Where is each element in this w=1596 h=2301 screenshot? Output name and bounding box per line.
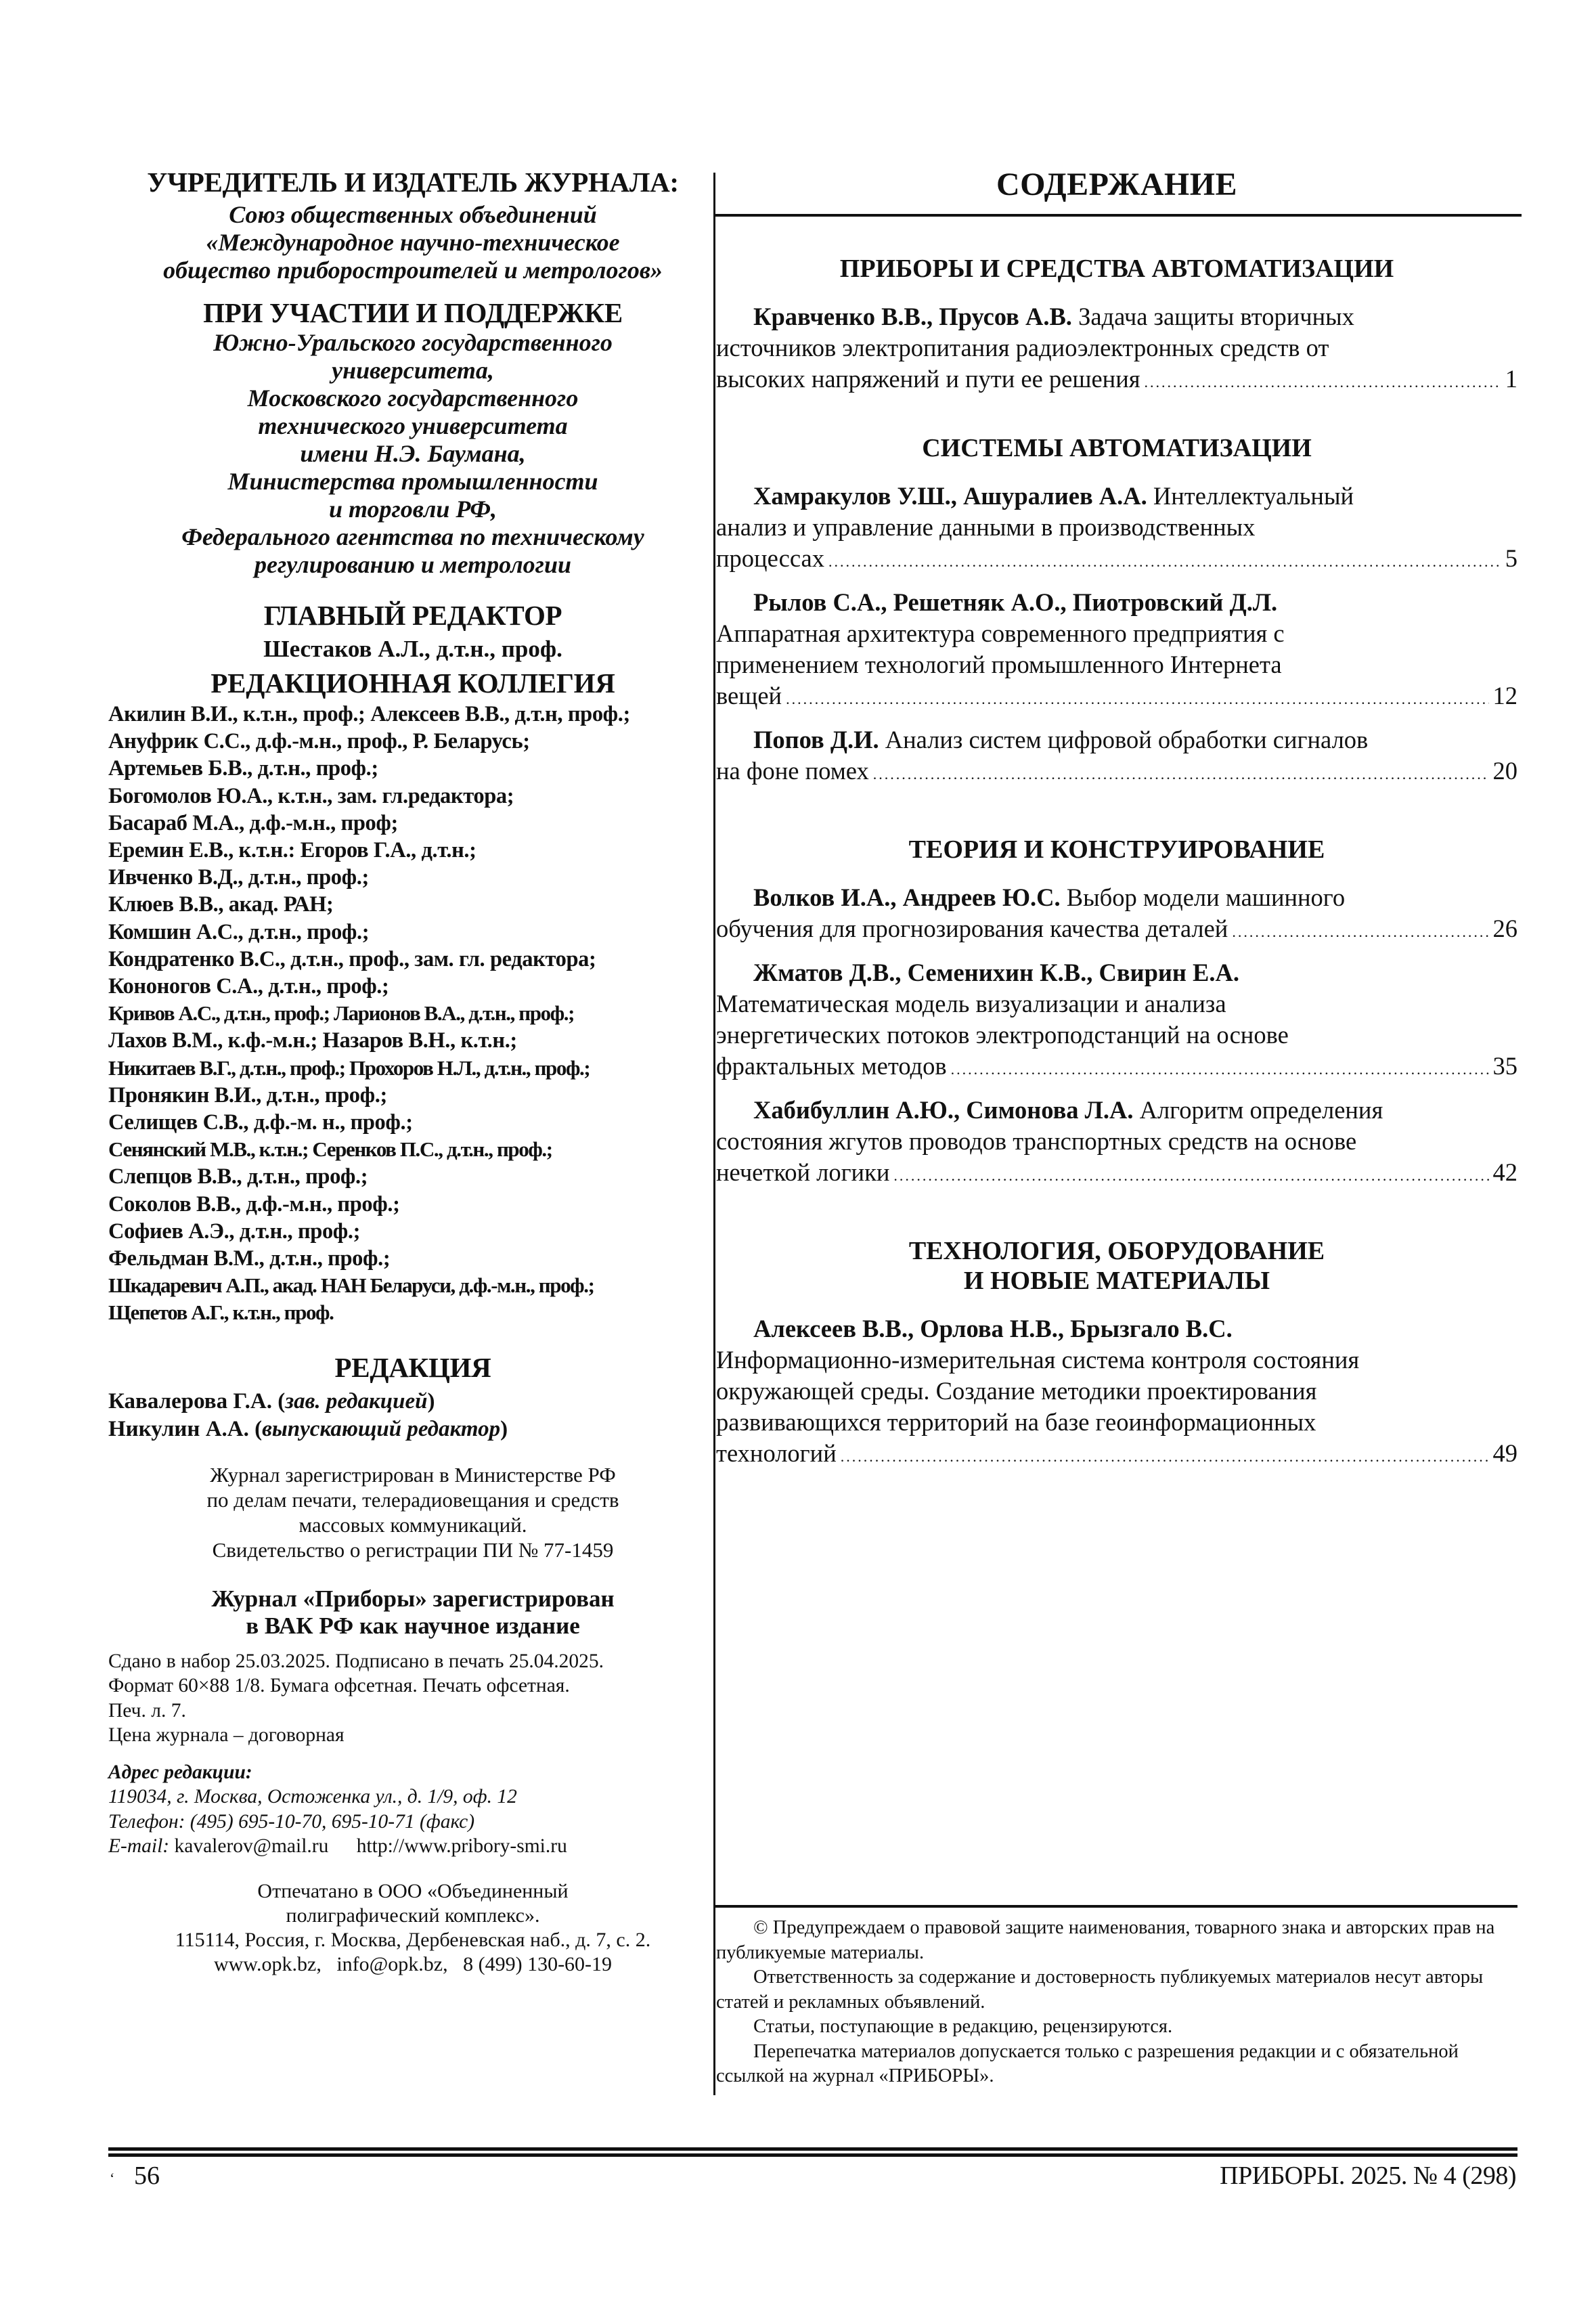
toc-entry-first-line xyxy=(716,882,1517,913)
notice-paragraph: © Предупреждаем о правовой защите наименования, товарного знака и авторских прав на публикуемые материалы. xyxy=(716,1917,1495,1963)
toc-entry-title: фрактальных методов xyxy=(716,1052,947,1080)
board-member: Комшин А.С., д.т.н., проф.; xyxy=(108,919,370,944)
toc-entry-title: Алгоритм определения xyxy=(1139,1096,1383,1124)
toc-entry-title: анализ и управление данными в производственных xyxy=(716,513,1256,541)
print-info-line: Цена журнала – договорная xyxy=(108,1724,345,1747)
board-member: Ивченко В.Д., д.т.н., проф.; xyxy=(108,865,369,890)
address-email-row xyxy=(108,1834,717,1859)
toc-entry-authors: Рылов С.А., Решетняк А.О., Пиотровский Д.Л. xyxy=(753,588,1278,616)
toc-entry-title: Математическая модель визуализации и анализа xyxy=(716,990,1226,1017)
toc-entry-title: Выбор модели машинного xyxy=(1066,883,1346,911)
staff-role: зав. редакцией xyxy=(285,1388,428,1414)
print-info-block xyxy=(108,1649,717,1748)
toc-entry-title: состояния жгутов проводов транспортных средств на основе xyxy=(716,1127,1357,1155)
toc-page-number: 12 xyxy=(1492,682,1517,709)
toc-section-title: СИСТЕМЫ АВТОМАТИЗАЦИИ xyxy=(922,434,1312,462)
toc-page-number: 42 xyxy=(1492,1158,1517,1186)
table-of-contents xyxy=(716,166,1517,1472)
toc-entry-title: нечеткой логики xyxy=(716,1158,890,1186)
toc-entry-title: развивающихся территорий на базе геоинформационных xyxy=(716,1408,1316,1436)
toc-page-number: 49 xyxy=(1492,1439,1517,1467)
board-member: Акилин В.И., к.т.н., проф.; Алексеев В.В., д.т.н, проф.; xyxy=(108,702,630,726)
board-member: Софиев А.Э., д.т.н., проф.; xyxy=(108,1219,361,1244)
notice-paragraph: Ответственность за содержание и достоверность публикуемых материалов несут авторы статей и рекламных объявлений. xyxy=(716,1967,1484,2013)
board-member: Сенянский М.В., к.т.н.; Серенков П.С., д.т.н., проф.; xyxy=(108,1137,552,1162)
toc-entry-authors: Кравченко В.В., Прусов А.В. xyxy=(753,303,1072,330)
toc-entry-title: вещей xyxy=(716,682,782,709)
toc-section-title: ПРИБОРЫ И СРЕДСТВА АВТОМАТИЗАЦИИ xyxy=(839,255,1394,283)
toc-entry[interactable] xyxy=(716,724,1517,790)
founder-block xyxy=(108,201,717,284)
toc-entry-first-line xyxy=(716,724,1517,755)
toc-section-title: ТЕОРИЯ И КОНСТРУИРОВАНИЕ xyxy=(908,835,1325,864)
address-label: Адрес редакции: xyxy=(108,1761,252,1783)
toc-entry-last-line xyxy=(716,1157,1517,1191)
registration-line: Журнал зарегистрирован в Министерстве РФ xyxy=(210,1462,616,1487)
toc-entry-last-line xyxy=(716,1438,1517,1472)
toc-entry-last-line xyxy=(716,680,1517,715)
founder-line: общество приборостроителей и метрологов» xyxy=(163,257,663,284)
editorial-staff: Никулин А.А. (выпускающий редактор) xyxy=(108,1416,508,1441)
toc-page-number: 5 xyxy=(1505,544,1517,572)
editorial-board-heading: РЕДАКЦИОННАЯ КОЛЛЕГИЯ xyxy=(210,667,615,699)
founder-line: «Международное научно-техническое xyxy=(206,229,620,256)
masthead-column xyxy=(108,166,717,1977)
toc-entry-authors: Хабибуллин А.Ю., Симонова Л.А. xyxy=(753,1096,1134,1124)
vak-line: в ВАК РФ как научное издание xyxy=(246,1612,580,1639)
board-member: Кондратенко В.С., д.т.н., проф., зам. гл. редактора; xyxy=(108,946,596,971)
printer-line: полиграфический комплекс». xyxy=(286,1904,540,1927)
page-number: 56 xyxy=(134,2162,160,2190)
support-line: и торговли РФ, xyxy=(328,496,497,523)
journal-issue: ПРИБОРЫ. 2025. № 4 (298) xyxy=(1220,2162,1516,2190)
email-label: E-mail: xyxy=(108,1835,170,1858)
toc-entry-title: Анализ систем цифровой обработки сигналов xyxy=(885,726,1369,753)
notice-rule xyxy=(715,1905,1517,1908)
toc-entry[interactable] xyxy=(716,587,1517,715)
toc-entry-title: обучения для прогнозирования качества деталей xyxy=(716,915,1228,942)
dot-leader xyxy=(828,546,1501,577)
founder-heading: УЧРЕДИТЕЛЬ И ИЗДАТЕЛЬ ЖУРНАЛА: xyxy=(147,167,679,198)
support-line: регулированию и метрологии xyxy=(254,551,571,578)
dot-leader xyxy=(893,1160,1488,1191)
board-member: Щепетов А.Г., к.т.н., проф. xyxy=(108,1300,334,1325)
board-member: Богомолов Ю.А., к.т.н., зам. гл.редактора; xyxy=(108,783,514,808)
print-info-line: Формат 60×88 1/8. Бумага офсетная. Печать офсетная. xyxy=(108,1675,570,1697)
toc-entry-title: Интеллектуальный xyxy=(1153,482,1354,510)
toc-entry-first-line xyxy=(716,587,1517,618)
toc-entry-title: технологий xyxy=(716,1439,837,1467)
registration-line: массовых коммуникаций. xyxy=(298,1512,527,1537)
toc-entry-title: процессах xyxy=(716,544,824,572)
notice-paragraph: Перепечатка материалов допускается только с разрешения редакции и с обязательной ссылкой на журнал «ПРИБОРЫ». xyxy=(716,2040,1459,2086)
toc-entry-last-line xyxy=(716,755,1517,790)
toc-entry-authors: Алексеев В.В., Орлова Н.В., Брызгало В.С. xyxy=(753,1315,1233,1342)
toc-entry-first-line xyxy=(716,1313,1517,1344)
toc-entry-authors: Попов Д.И. xyxy=(753,726,879,753)
toc-entry-last-line xyxy=(716,913,1517,948)
toc-page-number: 26 xyxy=(1492,915,1517,942)
toc-entry[interactable] xyxy=(716,1095,1517,1191)
support-block xyxy=(108,329,717,579)
dot-leader xyxy=(873,759,1489,790)
editorial-office-heading: РЕДАКЦИЯ xyxy=(334,1351,491,1383)
toc-page-number: 1 xyxy=(1505,365,1517,393)
toc-entry-authors: Волков И.А., Андреев Ю.С. xyxy=(753,883,1061,911)
dot-leader xyxy=(841,1441,1489,1472)
scan-mark: ‘ xyxy=(110,2170,115,2187)
address-phone: Телефон: (495) 695-10-70, 695-10-71 (факс) xyxy=(108,1810,475,1833)
board-member: Кривов А.С., д.т.н., проф.; Ларионов В.А., д.т.н., проф.; xyxy=(108,1001,575,1026)
founder-line: Союз общественных объединений xyxy=(229,201,597,228)
registration-block xyxy=(108,1462,717,1562)
footer-rule xyxy=(108,2153,1517,2157)
toc-entry-title: высоких напряжений и пути ее решения xyxy=(716,365,1140,393)
board-member: Артемьев Б.В., д.т.н., проф.; xyxy=(108,756,378,781)
chief-editor-heading: ГЛАВНЫЙ РЕДАКТОР xyxy=(263,600,562,631)
toc-entry-first-line xyxy=(716,1095,1517,1126)
print-info-line: Сдано в набор 25.03.2025. Подписано в печать 25.04.2025. xyxy=(108,1650,604,1672)
board-member: Никитаев В.Г., д.т.н., проф.; Прохоров Н.Л., д.т.н., проф.; xyxy=(108,1055,590,1080)
address-block xyxy=(108,1760,717,1859)
footer-rule xyxy=(108,2147,1517,2151)
board-member: Кононогов С.А., д.т.н., проф.; xyxy=(108,974,389,999)
dot-leader xyxy=(1145,367,1501,398)
legal-notice xyxy=(716,1916,1519,2089)
toc-section-title-line: И НОВЫЕ МАТЕРИАЛЫ xyxy=(963,1267,1270,1295)
support-line: имени Н.Э. Баумана, xyxy=(300,440,526,467)
registration-line: по делам печати, телерадиовещания и средств xyxy=(206,1487,619,1512)
toc-entry-title: на фоне помех xyxy=(716,757,869,785)
board-member: Клюев В.В., акад. РАН; xyxy=(108,892,334,917)
staff-name: Никулин А.А. xyxy=(108,1416,249,1441)
toc-entry-first-line xyxy=(716,481,1517,512)
toc-title: СОДЕРЖАНИЕ xyxy=(996,167,1238,202)
printer-block xyxy=(108,1879,717,1977)
support-line: технического университета xyxy=(258,412,568,439)
support-line: Министерства промышленности xyxy=(227,468,598,495)
editorial-office-list xyxy=(108,1388,717,1443)
address-street: 119034, г. Москва, Остоженка ул., д. 1/9, оф. 12 xyxy=(108,1786,517,1808)
support-line: Южно-Уральского государственного xyxy=(213,329,613,356)
board-member: Пронякин В.И., д.т.н., проф.; xyxy=(108,1082,387,1108)
toc-entry[interactable] xyxy=(716,301,1517,398)
board-member: Лахов В.М., к.ф.-м.н.; Назаров В.Н., к.т.н.; xyxy=(108,1028,517,1053)
printer-line: Отпечатано в ООО «Объединенный xyxy=(257,1879,569,1902)
editorial-staff: Кавалерова Г.А. (зав. редакцией) xyxy=(108,1388,435,1414)
toc-section-title-line: ТЕХНОЛОГИЯ, ОБОРУДОВАНИЕ xyxy=(908,1237,1325,1265)
support-line: Московского государственного xyxy=(247,385,579,412)
notice-paragraph: Статьи, поступающие в редакцию, рецензируются. xyxy=(753,2016,1173,2037)
dot-leader xyxy=(786,684,1488,715)
toc-entry-title: Задача защиты вторичных xyxy=(1078,303,1354,330)
toc-entry-title: применением технологий промышленного Интернета xyxy=(716,651,1282,678)
toc-entry-title: Информационно-измерительная система контроля состояния xyxy=(716,1346,1360,1374)
chief-editor-name: Шестаков А.Л., д.т.н., проф. xyxy=(263,636,562,662)
toc-entry-last-line xyxy=(716,1051,1517,1085)
toc-entry-last-line xyxy=(716,543,1517,577)
toc-entry-title: окружающей среды. Создание методики проектирования xyxy=(716,1377,1317,1405)
website-link[interactable]: http://www.pribory-smi.ru xyxy=(356,1835,567,1858)
board-member: Ануфрик С.С., д.ф.-м.н., проф., Р. Беларусь; xyxy=(108,729,530,754)
toc-entry-authors: Хамракулов У.Ш., Ашуралиев А.А. xyxy=(753,482,1147,510)
toc-page-number: 35 xyxy=(1492,1052,1517,1080)
toc-entry[interactable] xyxy=(716,882,1517,948)
toc-entry-authors: Жматов Д.В., Семенихин К.В., Свирин Е.А. xyxy=(753,959,1240,986)
board-member: Фельдман В.М., д.т.н., проф.; xyxy=(108,1246,391,1271)
toc-entry-title: энергетических потоков электроподстанций на основе xyxy=(716,1021,1289,1049)
staff-name: Кавалерова Г.А. xyxy=(108,1388,272,1414)
staff-role: выпускающий редактор xyxy=(262,1416,501,1441)
email-link[interactable]: kavalerov@mail.ru xyxy=(174,1835,329,1858)
toc-page-number: 20 xyxy=(1492,757,1517,785)
toc-entry-first-line xyxy=(716,301,1517,332)
toc-entry[interactable] xyxy=(716,481,1517,577)
board-member: Басараб М.А., д.ф.-м.н., проф; xyxy=(108,810,398,835)
toc-entry-title: источников электропитания радиоэлектронных средств от xyxy=(716,334,1329,361)
toc-entry-first-line xyxy=(716,957,1517,988)
support-line: Федерального агентства по техническому xyxy=(181,523,644,550)
toc-entry[interactable] xyxy=(716,957,1517,1085)
toc-entry-last-line xyxy=(716,364,1517,398)
board-member: Шкадаревич А.П., акад. НАН Беларуси, д.ф.-м.н., проф.; xyxy=(108,1273,594,1298)
support-heading: ПРИ УЧАСТИИ И ПОДДЕРЖКЕ xyxy=(203,297,623,328)
column-divider xyxy=(713,173,715,2095)
dot-leader xyxy=(1232,917,1488,948)
dot-leader xyxy=(951,1054,1489,1085)
printer-line: www.opk.bz, info@opk.bz, 8 (499) 130-60-19 xyxy=(213,1952,613,1975)
vak-block xyxy=(108,1585,717,1640)
editorial-board-list xyxy=(108,701,717,1327)
board-member: Селищев С.В., д.ф.-м. н., проф.; xyxy=(108,1110,413,1135)
toc-entry-title: Аппаратная архитектура современного предприятия с xyxy=(716,619,1285,647)
registration-line: Свидетельство о регистрации ПИ № 77-1459 xyxy=(212,1537,614,1562)
support-line: университета, xyxy=(332,357,494,384)
vak-line: Журнал «Приборы» зарегистрирован xyxy=(211,1585,615,1612)
toc-section-title xyxy=(716,1236,1517,1296)
board-member: Соколов В.В., д.ф.-м.н., проф.; xyxy=(108,1191,400,1217)
printer-line: 115114, Россия, г. Москва, Дербеневская наб., д. 7, с. 2. xyxy=(175,1928,651,1951)
print-info-line: Печ. л. 7. xyxy=(108,1699,186,1722)
board-member: Слепцов В.В., д.т.н., проф.; xyxy=(108,1164,368,1189)
toc-entry[interactable] xyxy=(716,1313,1517,1472)
board-member: Еремин Е.В., к.т.н.: Егоров Г.А., д.т.н.; xyxy=(108,838,476,863)
